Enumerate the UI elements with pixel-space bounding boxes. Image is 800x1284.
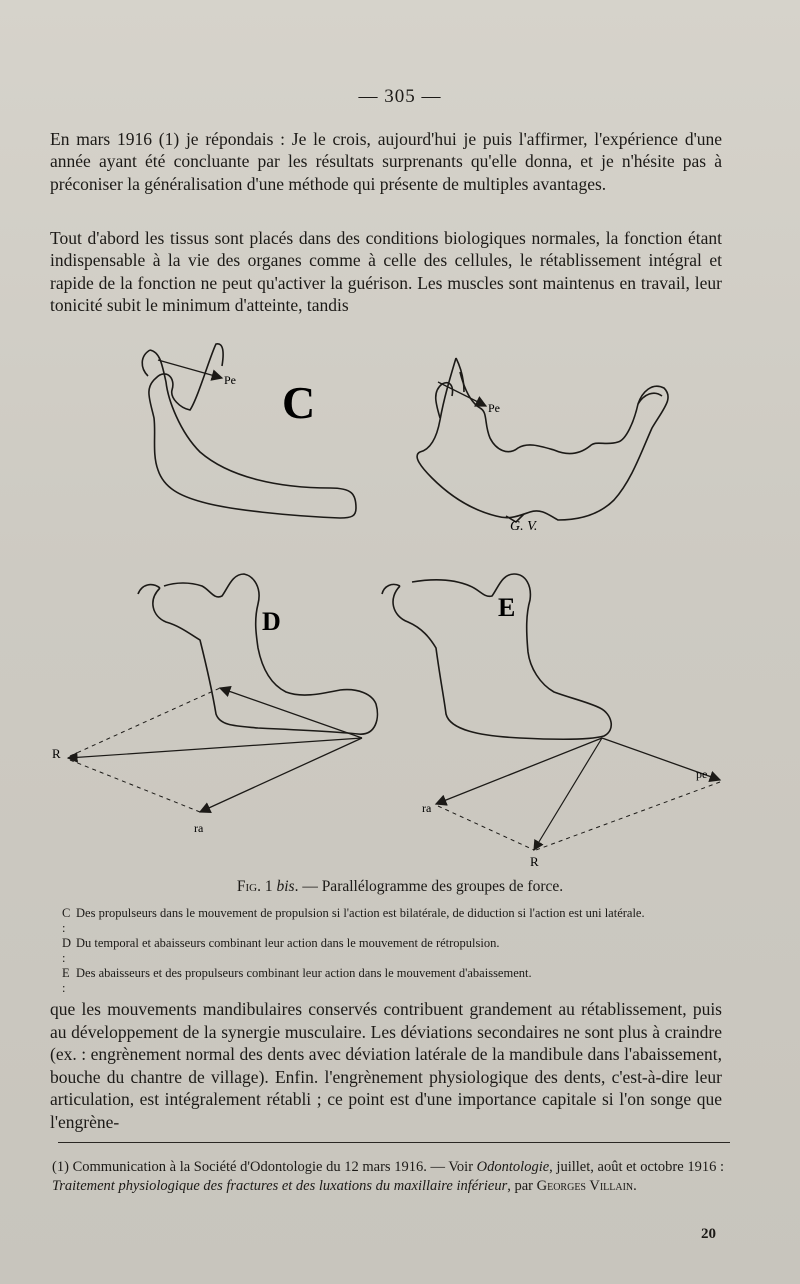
label-e: E (498, 593, 516, 622)
vector-d-resultant (68, 738, 362, 758)
label-pe-right: pe (696, 767, 708, 781)
paragraph-2: Tout d'abord les tissus sont placés dans des conditions biologiques normales, la fonction étant indispensable à la vie des organes comme à celle des cellules, le rétablissement intégral et rapide de la fonction ne peut qu'activer la guérison. Les muscles sont maintenus en travail, leur tonicité subit le minimum d'atteinte, tandis (50, 228, 722, 316)
paragraph-3: que les mouvements mandibulaires conservés contribuent grandement au rétablissement, puis au développement de la synergie musculaire. Les déviations secondaires ne sont plus à craindre (ex. : engrènement normal des dents avec déviation latérale de la mandibule dans l'abaissement, bouche du chantre de village). Enfin. l'engrènement physiologique des dents, c'est-à-dire leur articulation, est intégralement rétabli ; ce point est d'une importance capitale si l'on songe que l'engrène- (50, 999, 722, 1132)
mandible-frontal (417, 358, 668, 522)
footnote-text-c: , par (507, 1178, 537, 1194)
legend-key: D : (62, 936, 72, 965)
dashed-e-2 (438, 806, 534, 850)
footnote (52, 1158, 724, 1196)
legend-key: E : (62, 966, 70, 995)
label-c: C (282, 377, 316, 428)
legend-text: Du temporal et abaisseurs combinant leur action dans le mouvement de rétropulsion. (76, 936, 500, 950)
page-number: — 305 — (358, 86, 442, 107)
mandible-c (142, 344, 356, 518)
paragraph-1: En mars 1916 (1) je répondais : Je le crois, aujourd'hui je puis l'affirmer, l'expérience d'une année ayant été concluante par les résultats surprenants qu'elle donna, et je n'hésite pas à préconiser la généralisation d'une méthode qui présente de multiples avantages. (50, 129, 722, 194)
figure-bis: bis (276, 878, 295, 895)
vector-d-temporal (220, 688, 362, 738)
mandible-d (138, 574, 377, 734)
label-d: D (262, 607, 281, 636)
label-ra-left: ra (194, 821, 204, 835)
legend-text: Des propulseurs dans le mouvement de propulsion si l'action est bilatérale, de diduction si l'action est uni latérale. (76, 906, 645, 920)
legend-row (62, 936, 722, 966)
legend-key: C : (62, 906, 71, 935)
vector-e-resultant (534, 738, 602, 850)
vector-e-abaisseurs (436, 738, 602, 804)
artist-signature: G. V. (510, 519, 538, 534)
footnote-divider (58, 1142, 730, 1143)
label-r-left: R (52, 746, 61, 761)
dashed-e-1 (536, 782, 720, 850)
footnote-author: Georges Villain. (536, 1178, 637, 1194)
dashed-d-1 (70, 688, 220, 756)
mandible-e (382, 574, 611, 739)
label-r-bottom: R (530, 854, 539, 869)
figure-caption (0, 878, 800, 896)
dashed-d-2 (70, 760, 200, 812)
footnote-journal: Odontologie (476, 1159, 550, 1175)
footnote-text-a: Communication à la Société d'Odontologie du 12 mars 1916. — Voir (72, 1159, 477, 1175)
footnote-text-b: , juillet, août et octobre 1916 : (549, 1159, 724, 1175)
label-pe-frontal: Pe (488, 401, 500, 415)
footnote-title: Traitement physiologique des fractures et des luxations du maxillaire inférieur (52, 1178, 508, 1194)
figure-mandible-diagrams (40, 338, 760, 880)
legend-text: Des abaisseurs et des propulseurs combinant leur action dans le mouvement d'abaissement. (76, 966, 532, 980)
figure-legend (62, 906, 722, 996)
signature-number: 20 (701, 1226, 716, 1242)
figure-caption-text: . — Parallélogramme des groupes de force. (294, 878, 564, 895)
label-ra-right: ra (422, 801, 432, 815)
legend-row (62, 906, 722, 936)
label-pe-c: Pe (224, 373, 236, 387)
legend-row (62, 966, 722, 996)
footnote-marker: (1) (52, 1159, 69, 1175)
figure-number: Fig. 1 (236, 878, 273, 895)
vector-d-abaisseurs (200, 738, 362, 812)
